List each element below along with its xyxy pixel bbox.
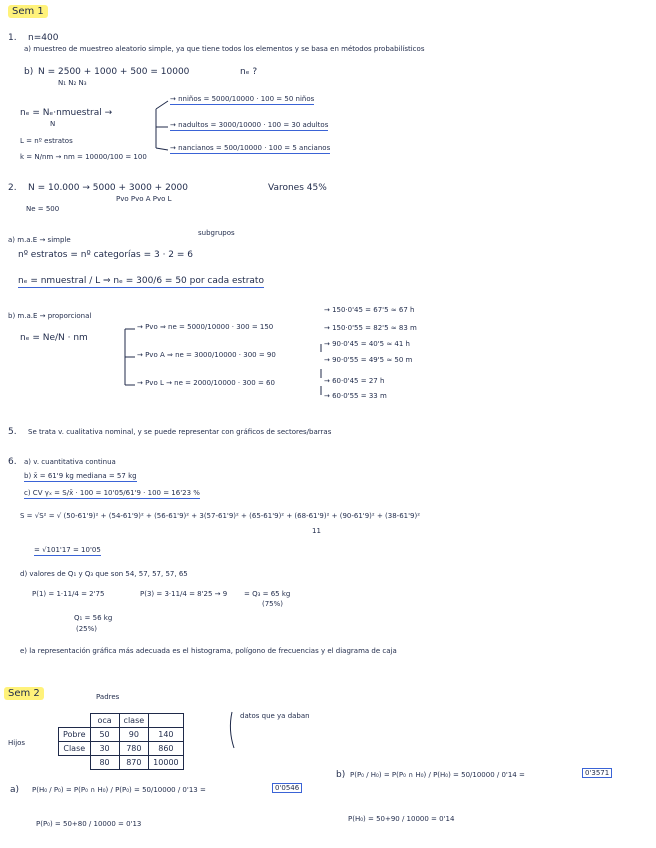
table-cell <box>30 756 59 770</box>
q1-ne-den: N <box>50 120 56 128</box>
q2-row-pvol: → Pvo L → ne = 2000/10000 · 300 = 60 <box>137 379 275 387</box>
q6-d-q1: Q₁ = 56 kg <box>74 614 113 622</box>
q5-text: Se trata v. cualitativa nominal, y se puede representar con gráficos de sectores/barras <box>28 428 332 436</box>
table-row <box>30 742 183 756</box>
q2-n-eq: N = 10.000 → 5000 + 3000 + 2000 <box>28 183 188 193</box>
q1-number: 1. <box>8 33 17 43</box>
sem2-a-label: a) <box>10 785 20 795</box>
contingency-table <box>30 713 184 770</box>
q6-d-p1: P(1) = 1·11/4 = 2'75 <box>32 590 105 598</box>
q1-b-ask: nₑ ? <box>240 67 258 77</box>
table-cell: 80 <box>90 756 119 770</box>
q6-s-eq: S = √S² = √ (50-61'9)² + (54-61'9)² + (56-61'9)² + 3(57-61'9)² + (65-61'9)² + (68-61'9)² + (90-61'9)² + (38-61'9)² <box>20 512 421 520</box>
table-header-cell: clase <box>119 714 149 728</box>
q1-b-sub: N₁ N₂ N₃ <box>58 79 87 87</box>
table-cell: 30 <box>90 742 119 756</box>
q2-number: 2. <box>8 183 17 193</box>
table-cell: Pobre <box>59 728 91 742</box>
table-cell: 10000 <box>149 756 183 770</box>
table-row <box>30 728 183 742</box>
table-cell: Clase <box>59 742 91 756</box>
sem2-a-sub: P(P₀) = 50+80 / 10000 = 0'13 <box>36 820 142 828</box>
table-row-label: Hijos <box>8 739 26 747</box>
q6-d: d) valores de Q₁ y Q₃ que son 54, 57, 57, 57, 65 <box>20 570 188 578</box>
q2-row-pvo: → Pvo ⇒ ne = 5000/10000 · 300 = 150 <box>137 323 274 331</box>
q2-b-def: nₑ = Ne/N · nm <box>20 333 88 343</box>
table-cell: 90 <box>119 728 149 742</box>
table-top-label: Padres <box>96 693 120 701</box>
sem2-b-label: b) <box>336 770 346 780</box>
table-header-cell <box>149 714 183 728</box>
q1-n: n=400 <box>28 33 59 43</box>
q2-row-pvol-m: → 60·0'55 = 33 m <box>324 392 387 400</box>
q6-s-den: 11 <box>312 527 321 535</box>
q6-d-p3: P(3) = 3·11/4 = 8'25 → 9 <box>140 590 228 598</box>
q5-number: 5. <box>8 427 17 437</box>
q2-top-note: subgrupos <box>198 229 235 237</box>
q2-a2: nº estratos = nº categorías = 3 · 2 = 6 <box>18 250 194 260</box>
q2-ne: Ne = 500 <box>26 205 60 213</box>
q6-d-q3b: (75%) <box>262 600 284 608</box>
q1-l-def: L = nº estratos <box>20 137 73 145</box>
q6-number: 6. <box>8 457 17 467</box>
sem1-title: Sem 1 <box>8 6 48 18</box>
q2-row-pvoa-h: → 90·0'45 = 40'5 ≈ 41 h <box>324 340 410 348</box>
table-cell: 870 <box>119 756 149 770</box>
q6-b: b) x̄ = 61'9 kg mediana = 57 kg <box>24 472 137 480</box>
q6-d-q1b: (25%) <box>76 625 98 633</box>
table-cell <box>30 742 59 756</box>
sem2-b-result: 0'3571 <box>582 769 612 778</box>
table-cell: 780 <box>119 742 149 756</box>
q6-e: e) la representación gráfica más adecuada es el histograma, polígono de frecuencias y el diagrama de caja <box>20 647 397 655</box>
q6-d-q3: = Q₃ = 65 kg <box>244 590 291 598</box>
q2-row-pvol-h: → 60·0'45 = 27 h <box>324 377 385 385</box>
sem2-a-result: 0'0546 <box>272 784 302 793</box>
table-row <box>30 714 183 728</box>
q2-n-sub: Pvo Pvo A Pvo L <box>116 195 172 203</box>
q1-b-eq: N = 2500 + 1000 + 500 = 10000 <box>38 67 190 77</box>
sem2-title: Sem 2 <box>4 688 44 700</box>
q2-row-pvo-h: → 150·0'45 = 67'5 ≈ 67 h <box>324 306 415 314</box>
table-header-cell: oca <box>90 714 119 728</box>
table-row <box>30 756 183 770</box>
q2-row-pvoa: → Pvo A ⇒ ne = 3000/10000 · 300 = 90 <box>137 351 276 359</box>
q1-branch-adultos: → nadultos = 3000/10000 · 100 = 30 adultos <box>170 121 329 129</box>
table-cell <box>30 728 59 742</box>
table-cell: 860 <box>149 742 183 756</box>
q1-branch-ancianos: → nancianos = 500/10000 · 100 = 5 ancianos <box>170 144 331 152</box>
q2-varones: Varones 45% <box>268 183 327 193</box>
q2-b1: b) m.a.E → proporcional <box>8 312 92 320</box>
q1-b-label: b) <box>24 67 34 77</box>
q2-a3: nₑ = nmuestral / L ⇒ nₑ = 300/6 = 50 por cada estrato <box>18 276 264 286</box>
table-cell: 140 <box>149 728 183 742</box>
q6-c: c) CV γₓ = S/x̄ · 100 = 10'05/61'9 · 100 = 16'23 % <box>24 489 200 497</box>
table-cell: 50 <box>90 728 119 742</box>
table-note: datos que ya daban <box>240 712 310 720</box>
q2-a1: a) m.a.E → simple <box>8 236 71 244</box>
q2-row-pvo-m: → 150·0'55 = 82'5 ≈ 83 m <box>324 324 417 332</box>
q2-row-pvoa-m: → 90·0'55 = 49'5 ≈ 50 m <box>324 356 413 364</box>
q6-a: a) v. cuantitativa continua <box>24 458 116 466</box>
table-header-cell <box>59 714 91 728</box>
table-header-cell <box>30 714 59 728</box>
q1-k-def: k = N/nm → nm = 10000/100 = 100 <box>20 153 147 161</box>
sem2-b-eq: P(P₀ / H₀) = P(P₀ ∩ H₀) / P(H₀) = 50/10000 / 0'14 = <box>350 771 525 779</box>
sem2-b-sub: P(H₀) = 50+90 / 10000 = 0'14 <box>348 815 455 823</box>
q1-branch-ninos: → nniños = 5000/10000 · 100 = 50 niños <box>170 95 315 103</box>
q6-s-res: = √101'17 = 10'05 <box>34 546 101 554</box>
sem2-a-eq: P(H₀ / P₀) = P(P₀ ∩ H₀) / P(P₀) = 50/10000 / 0'13 = <box>32 786 206 794</box>
q1-ne-def: nₑ = Nₑ·nmuestral → <box>20 108 113 118</box>
table-cell <box>59 756 91 770</box>
q1-a: a) muestreo de muestreo aleatorio simple, ya que tiene todos los elementos y se basa en métodos probabilísticos <box>24 45 425 53</box>
